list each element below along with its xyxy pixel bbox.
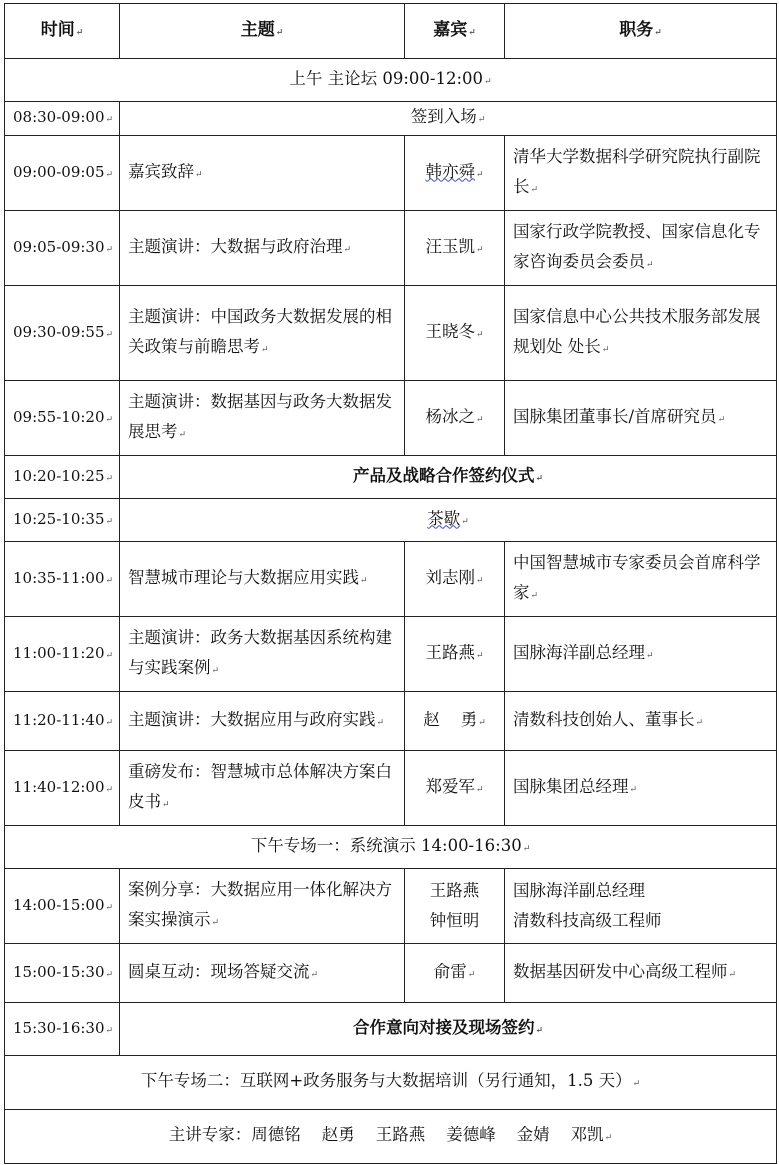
merged-cell: 产品及战略合作签约仪式↵	[120, 456, 777, 499]
topic-cell: 主题演讲：大数据应用与政府实践↵	[120, 692, 405, 751]
topic-cell: 案例分享：大数据应用一体化解决方案实操演示↵	[120, 869, 405, 944]
guest-cell: 赵 勇↵	[405, 692, 505, 751]
table-row	[5, 944, 777, 1003]
merged-cell: 签到入场↵	[120, 102, 777, 136]
time-cell: 14:00-15:00↵	[5, 869, 120, 944]
time-cell: 09:05-09:30↵	[5, 211, 120, 286]
topic-cell: 主题演讲：大数据与政府治理↵	[120, 211, 405, 286]
role-cell: 国家信息中心公共技术服务部发展规划处 处长↵	[505, 286, 777, 381]
table-row	[5, 286, 777, 381]
merged-cell: 茶歇↵	[120, 499, 777, 542]
guest-cell: 王路燕↵	[405, 617, 505, 692]
table-row	[5, 102, 777, 136]
role-cell: 清华大学数据科学研究院执行副院长↵	[505, 136, 777, 211]
guest-cell: 王晓冬↵	[405, 286, 505, 381]
table-row	[5, 692, 777, 751]
role-cell: 国脉集团总经理↵	[505, 751, 777, 826]
topic-cell: 智慧城市理论与大数据应用实践↵	[120, 542, 405, 617]
time-cell: 11:20-11:40↵	[5, 692, 120, 751]
section-afternoon-2: 下午专场二：互联网+政务服务与大数据培训（另行通知，1.5 天）↵	[5, 1056, 777, 1110]
table-row	[5, 542, 777, 617]
role-cell: 国脉集团董事长/首席研究员↵	[505, 381, 777, 456]
experts-cell: 主讲专家：周德铭 赵勇 王路燕 姜德峰 金婧 邓凯↵	[5, 1110, 777, 1164]
role-text: 国脉海洋副总经理	[513, 881, 645, 900]
guest-cell: 俞雷↵	[405, 944, 505, 1003]
guest-name: 钟恒明	[429, 911, 480, 930]
time-cell: 08:30-09:00↵	[5, 102, 120, 136]
time-cell: 09:30-09:55↵	[5, 286, 120, 381]
table-row	[5, 499, 777, 542]
time-cell: 11:00-11:20↵	[5, 617, 120, 692]
table-row	[5, 211, 777, 286]
time-cell: 10:20-10:25↵	[5, 456, 120, 499]
section-afternoon-1: 下午专场一：系统演示 14:00-16:30↵	[5, 826, 777, 869]
role-cell: 国脉海洋副总经理↵	[505, 617, 777, 692]
role-text: 清数科技高级工程师	[513, 911, 662, 930]
guest-cell: 郑爱军↵	[405, 751, 505, 826]
time-cell: 09:00-09:05↵	[5, 136, 120, 211]
section-row-afternoon-2	[5, 1056, 777, 1110]
time-cell: 11:40-12:00↵	[5, 751, 120, 826]
merged-cell: 合作意向对接及现场签约↵	[120, 1003, 777, 1056]
section-row-morning	[5, 59, 777, 102]
time-cell: 09:55-10:20↵	[5, 381, 120, 456]
role-cell: 国家行政学院教授、国家信息化专家咨询委员会委员↵	[505, 211, 777, 286]
guest-cell: 韩亦舜↵	[405, 136, 505, 211]
section-morning: 上午 主论坛 09:00-12:00↵	[5, 59, 777, 102]
guest-name: 王路燕	[429, 881, 480, 900]
table-row	[5, 136, 777, 211]
table-row	[5, 869, 777, 944]
topic-cell: 嘉宾致辞↵	[120, 136, 405, 211]
table-row	[5, 456, 777, 499]
topic-cell: 主题演讲：中国政务大数据发展的相关政策与前瞻思考↵	[120, 286, 405, 381]
table-row	[5, 1003, 777, 1056]
topic-cell: 主题演讲：数据基因与政务大数据发展思考↵	[120, 381, 405, 456]
header-guest: 嘉宾↵	[405, 4, 505, 59]
experts-row	[5, 1110, 777, 1164]
guest-cell: 刘志刚↵	[405, 542, 505, 617]
schedule-table	[4, 3, 777, 1164]
guest-cell: 杨冰之↵	[405, 381, 505, 456]
header-role: 职务↵	[505, 4, 777, 59]
guest-cell	[405, 869, 505, 944]
role-cell: 清数科技创始人、董事长↵	[505, 692, 777, 751]
time-cell: 10:25-10:35↵	[5, 499, 120, 542]
section-row-afternoon-1	[5, 826, 777, 869]
header-row	[5, 4, 777, 59]
table-row	[5, 381, 777, 456]
guest-cell: 汪玉凯↵	[405, 211, 505, 286]
topic-cell: 重磅发布：智慧城市总体解决方案白皮书↵	[120, 751, 405, 826]
topic-cell: 主题演讲：政务大数据基因系统构建与实践案例↵	[120, 617, 405, 692]
header-time: 时间↵	[5, 4, 120, 59]
time-cell: 15:00-15:30↵	[5, 944, 120, 1003]
role-cell: 中国智慧城市专家委员会首席科学家↵	[505, 542, 777, 617]
time-cell: 10:35-11:00↵	[5, 542, 120, 617]
table-row	[5, 751, 777, 826]
topic-cell: 圆桌互动：现场答疑交流↵	[120, 944, 405, 1003]
time-cell: 15:30-16:30↵	[5, 1003, 120, 1056]
role-cell	[505, 869, 777, 944]
role-cell: 数据基因研发中心高级工程师↵	[505, 944, 777, 1003]
table-row	[5, 617, 777, 692]
header-topic: 主题↵	[120, 4, 405, 59]
